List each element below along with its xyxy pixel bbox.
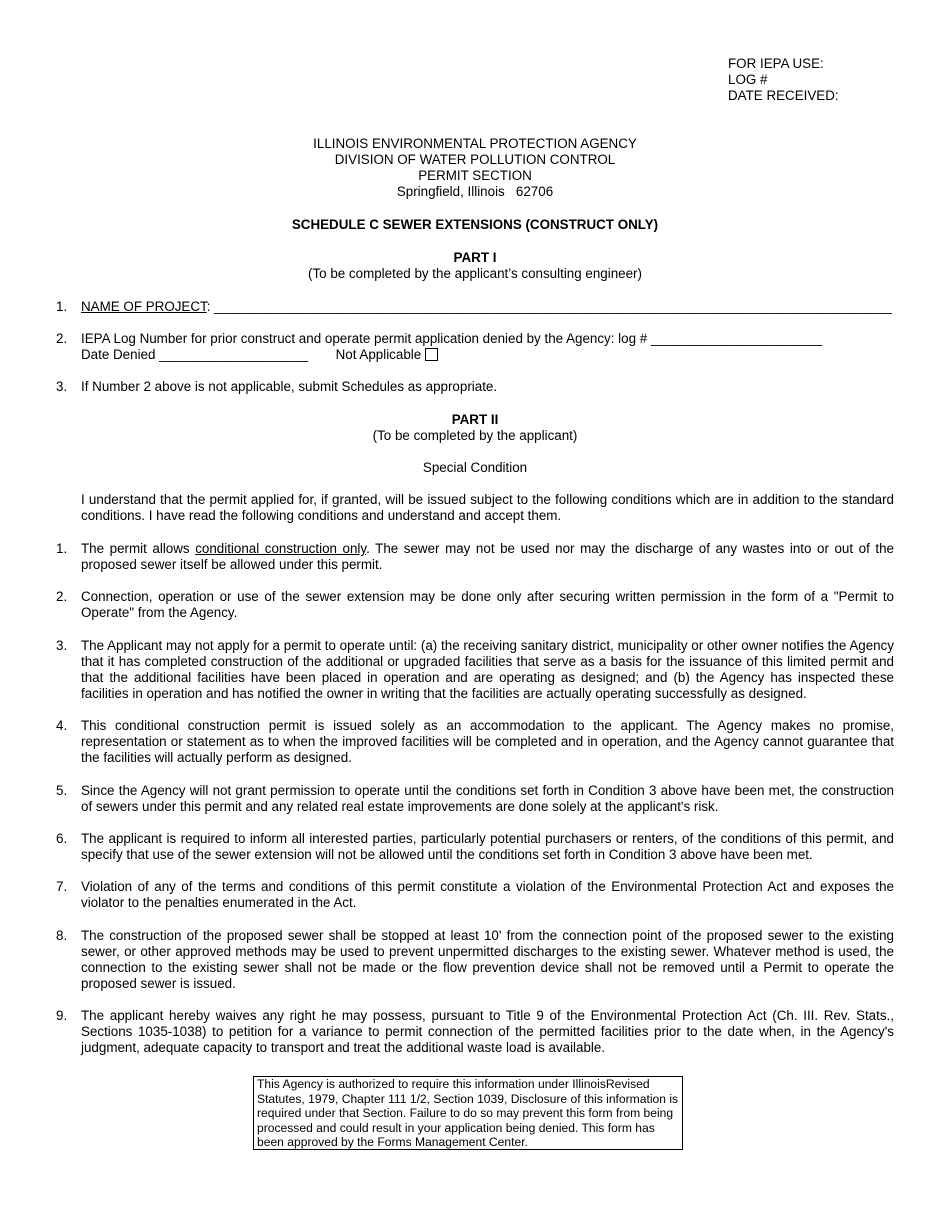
part1-heading: PART I	[453, 250, 497, 265]
condition-item: The Applicant may not apply for a permit to operate until: (a) the receiving sanitary district, municipality or other owner notifies the Agency that it has completed construction of the additional or upgraded facilities that serve as a basis for the issuance of this limited permit and that the additional facilities have been placed in operation and are operating as designed; and (b) the Agency has inspected these facilities in operation and has notified the owner in writing that the facilities are actually operating successfully as designed.	[81, 638, 894, 701]
project-name-field[interactable]: : ___________________________________________________________________________________________	[206, 299, 892, 314]
not-applicable-label: Not Applicable	[335, 347, 422, 362]
part2-heading: PART II	[451, 412, 499, 427]
disclosure-notice: This Agency is authorized to require this information under IllinoisRevised Statutes, 1979, Chapter 111 1/2, Section 1039, Disclosure of this information is required under that Section. Failure to do so may prevent this form from being processed and could result in your application being denied. This form has been approved by the Forms Management Center.	[253, 1076, 683, 1150]
special-condition-heading: Special Condition	[422, 460, 528, 475]
condition-number: 8.	[56, 928, 68, 943]
section-name: PERMIT SECTION	[418, 168, 532, 183]
not-applicable-checkbox[interactable]	[425, 348, 438, 361]
iepa-use-label: FOR IEPA USE:	[728, 56, 824, 71]
schedules-note: If Number 2 above is not applicable, submit Schedules as appropriate.	[81, 379, 498, 394]
division-name: DIVISION OF WATER POLLUTION CONTROL	[334, 152, 616, 167]
condition-item: The construction of the proposed sewer shall be stopped at least 10' from the connection point of the proposed sewer to the existing sewer, or other approved methods may be used to prevent unpermitted discharges to the existing sewer. Whatever method is used, the connection to the existing sewer shall not be made or the flow prevention device shall not be removed until a Permit to operate the proposed sewer is issued.	[81, 928, 894, 991]
condition-item: The applicant hereby waives any right he may possess, pursuant to Title 9 of the Environmental Protection Act (Ch. III. Rev. Stats., Sections 1035-1038) to petition for a variance to permit connection of the permitted facilities prior to the date when, in the Agency's judgment, adequate capacity to transport and treat the additional waste load is available.	[81, 1008, 894, 1055]
prior-log-number-field[interactable]: IEPA Log Number for prior construct and operate permit application denied by the Agency: log # _______________________	[81, 331, 823, 346]
condition-number: 9.	[56, 1008, 68, 1023]
log-number-label: LOG #	[728, 72, 768, 87]
project-name-label: NAME OF PROJECT	[81, 299, 207, 314]
date-denied-field[interactable]: Date Denied ____________________	[81, 347, 309, 362]
item-number: 2.	[56, 331, 68, 346]
condition-number: 5.	[56, 783, 68, 798]
condition-number: 2.	[56, 589, 68, 604]
part2-subheading: (To be completed by the applicant)	[372, 428, 578, 443]
iepa-use-block	[728, 56, 839, 104]
condition-number: 7.	[56, 879, 68, 894]
condition-item: The permit allows conditional construction only. The sewer may not be used nor may the discharge of any wastes into or out of the proposed sewer itself be allowed under this permit.	[81, 541, 895, 572]
condition-item: This conditional construction permit is issued solely as an accommodation to the applicant. The Agency makes no promise, representation or statement as to when the improved facilities will be completed and in operation, and the Agency cannot guarantee that the facilities will actually perform as designed.	[81, 718, 894, 765]
log-number-row	[81, 331, 894, 363]
part1-subheading: (To be completed by the applicant’s consulting engineer)	[308, 266, 642, 281]
conditions-intro: I understand that the permit applied for, if granted, will be issued subject to the following conditions which are in addition to the standard conditions. I have read the following conditions and understand and accept them.	[81, 492, 894, 523]
agency-header	[0, 136, 950, 200]
condition-item: Violation of any of the terms and conditions of this permit constitute a violation of the Environmental Protection Act and exposes the violator to the penalties enumerated in the Act.	[81, 879, 894, 910]
page-title: SCHEDULE C SEWER EXTENSIONS (CONSTRUCT ONLY)	[291, 217, 659, 232]
conditional-construction-text: conditional construction only	[195, 541, 367, 556]
agency-address: Springfield, Illinois 62706	[396, 184, 554, 199]
condition-number: 4.	[56, 718, 68, 733]
condition-number: 3.	[56, 638, 68, 653]
condition-item: Since the Agency will not grant permission to operate until the conditions set forth in Condition 3 above have been met, the construction of sewers under this permit and any related real estate improvements are done solely at the applicant's risk.	[81, 783, 894, 814]
condition-number: 1.	[56, 541, 68, 556]
agency-name: ILLINOIS ENVIRONMENTAL PROTECTION AGENCY	[313, 136, 637, 151]
project-name-row	[81, 299, 894, 315]
condition-item: The applicant is required to inform all interested parties, particularly potential purchasers or renters, of the conditions of this permit, and specify that use of the sewer extension will not be allowed until the conditions set forth in Condition 3 above have been met.	[81, 831, 894, 862]
condition-item: Connection, operation or use of the sewer extension may be done only after securing written permission in the form of a "Permit to Operate" from the Agency.	[81, 589, 894, 620]
date-received-label: DATE RECEIVED:	[728, 88, 839, 103]
condition-number: 6.	[56, 831, 68, 846]
item-number: 1.	[56, 299, 68, 314]
item-number: 3.	[56, 379, 68, 394]
